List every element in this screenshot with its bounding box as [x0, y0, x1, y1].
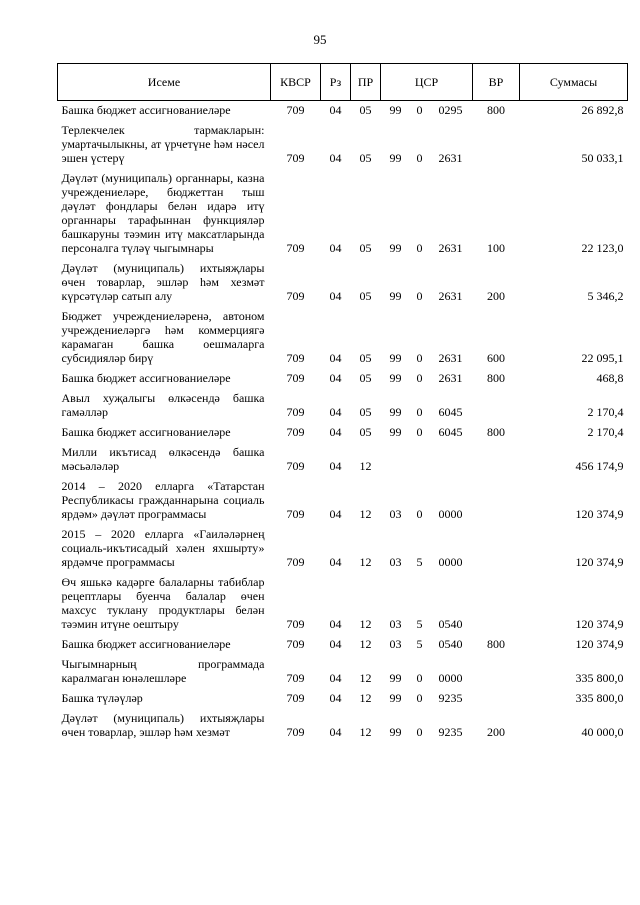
row-csr-subprogram: 0 — [416, 103, 423, 117]
row-csr-code: 0000 — [438, 555, 463, 569]
row-csr-subprogram: 0 — [416, 371, 423, 385]
row-pr: 05 — [359, 103, 372, 117]
row-name: Башка бюджет ассигнованиеләре — [61, 371, 231, 385]
header-name: Исеме — [58, 64, 271, 101]
row-pr: 05 — [359, 289, 372, 303]
row-csr-code: 6045 — [438, 425, 463, 439]
row-rz: 04 — [329, 671, 342, 685]
row-kvsr: 709 — [286, 351, 305, 365]
row-sum: 468,8 — [596, 371, 624, 385]
row-vr: 800 — [487, 425, 506, 439]
row-name: 2015 – 2020 елларга «Гаиләләрнең социаль-икътисадый хәлен яхшырту» ярдәмче программасы — [61, 527, 265, 569]
row-csr-subprogram: 5 — [416, 555, 423, 569]
row-vr: 100 — [487, 241, 506, 255]
row-vr: 200 — [487, 725, 506, 739]
row-vr: 800 — [487, 371, 506, 385]
row-csr-subprogram: 0 — [416, 405, 423, 419]
row-csr-code: 0540 — [438, 617, 463, 631]
row-csr-code: 0000 — [438, 671, 463, 685]
row-kvsr: 709 — [286, 507, 305, 521]
row-csr-program: 99 — [389, 691, 402, 705]
row-kvsr: 709 — [286, 671, 305, 685]
row-sum: 50 033,1 — [581, 151, 624, 165]
table-row — [58, 165, 628, 255]
row-name: Дәүләт (муниципаль) органнары, казна учреждениеләре, бюджеттан тыш дәүләт фондлары белән идарә итү органнары тарафыннан функцияләр башкаруны тәэмин итү максатларында персоналга түләү чыгымнары — [61, 171, 265, 255]
row-rz: 04 — [329, 555, 342, 569]
row-kvsr: 709 — [286, 459, 305, 473]
row-rz: 04 — [329, 151, 342, 165]
table-row — [58, 705, 628, 739]
row-name: Башка бюджет ассигнованиеләре — [61, 425, 231, 439]
row-csr-program: 99 — [389, 725, 402, 739]
table-row — [58, 419, 628, 439]
row-rz: 04 — [329, 507, 342, 521]
page-number: 95 — [313, 32, 327, 47]
row-csr-code: 2631 — [438, 289, 463, 303]
row-csr-code: 0540 — [438, 637, 463, 651]
row-name: Өч яшькә кадәрге балаларны табиблар рецептлары буенча балалар өчен махсус туклану продуктлары белән тәэмин итүне оештыру — [61, 575, 265, 631]
row-rz: 04 — [329, 405, 342, 419]
row-csr-program: 99 — [389, 103, 402, 117]
row-csr-code — [429, 439, 473, 473]
row-kvsr: 709 — [286, 371, 305, 385]
row-csr-subprogram: 0 — [416, 425, 423, 439]
row-pr: 12 — [359, 637, 372, 651]
row-sum: 2 170,4 — [587, 425, 624, 439]
row-pr: 12 — [359, 459, 372, 473]
row-rz: 04 — [329, 289, 342, 303]
row-csr-program: 99 — [389, 241, 402, 255]
row-kvsr: 709 — [286, 103, 305, 117]
row-csr-program — [381, 439, 411, 473]
row-csr-subprogram: 5 — [416, 637, 423, 651]
row-sum: 2 170,4 — [587, 405, 624, 419]
row-csr-code: 2631 — [438, 241, 463, 255]
row-rz: 04 — [329, 103, 342, 117]
row-name: Милли икътисад өлкәсендә башка мәсьәләләр — [61, 445, 265, 473]
row-kvsr: 709 — [286, 241, 305, 255]
row-csr-code: 0000 — [438, 507, 463, 521]
row-kvsr: 709 — [286, 637, 305, 651]
row-sum: 335 800,0 — [575, 671, 624, 685]
row-name: Чыгымнарның программада каралмаган юнәлешләре — [61, 657, 265, 685]
row-name: Башка түләүләр — [61, 691, 143, 705]
row-pr: 05 — [359, 371, 372, 385]
row-name: Авыл хуҗалыгы өлкәсендә башка гамәлләр — [61, 391, 265, 419]
row-csr-subprogram: 0 — [416, 241, 423, 255]
table-row — [58, 255, 628, 303]
row-sum: 335 800,0 — [575, 691, 624, 705]
row-vr — [473, 651, 520, 685]
table-row — [58, 521, 628, 569]
header-vr: ВР — [473, 64, 520, 101]
row-csr-code: 2631 — [438, 351, 463, 365]
row-csr-subprogram: 0 — [416, 151, 423, 165]
row-sum: 22 095,1 — [581, 351, 624, 365]
row-csr-program: 03 — [389, 637, 402, 651]
row-csr-program: 99 — [389, 671, 402, 685]
table-row — [58, 569, 628, 631]
row-pr: 12 — [359, 671, 372, 685]
table-row — [58, 385, 628, 419]
table-row — [58, 439, 628, 473]
row-csr-subprogram — [411, 439, 429, 473]
row-csr-subprogram: 0 — [416, 691, 423, 705]
table-row — [58, 117, 628, 165]
row-name: Терлекчелек тармакларын: умартачылыкны, ат үрчетүне һәм нәсел эшен үстерү — [61, 123, 265, 165]
row-pr: 05 — [359, 151, 372, 165]
row-csr-subprogram: 5 — [416, 617, 423, 631]
row-vr — [473, 439, 520, 473]
row-pr: 12 — [359, 691, 372, 705]
row-csr-program: 99 — [389, 425, 402, 439]
row-csr-subprogram: 0 — [416, 507, 423, 521]
row-vr: 800 — [487, 637, 506, 651]
table-header-row — [58, 64, 628, 101]
row-name: Дәүләт (муниципаль) ихтыяҗлары өчен товарлар, эшләр һәм хезмәт — [61, 711, 265, 739]
row-vr — [473, 521, 520, 569]
row-kvsr: 709 — [286, 289, 305, 303]
row-sum: 5 346,2 — [587, 289, 624, 303]
row-kvsr: 709 — [286, 405, 305, 419]
header-pr: ПР — [351, 64, 381, 101]
row-vr: 800 — [487, 103, 506, 117]
header-csr: ЦСР — [381, 64, 473, 101]
row-rz: 04 — [329, 425, 342, 439]
row-csr-code: 2631 — [438, 371, 463, 385]
row-vr — [473, 569, 520, 631]
row-rz: 04 — [329, 637, 342, 651]
row-vr — [473, 117, 520, 165]
row-kvsr: 709 — [286, 151, 305, 165]
row-sum: 40 000,0 — [581, 725, 624, 739]
row-csr-code: 6045 — [438, 405, 463, 419]
row-sum: 120 374,9 — [575, 637, 624, 651]
row-pr: 12 — [359, 555, 372, 569]
row-csr-subprogram: 0 — [416, 725, 423, 739]
row-csr-code: 9235 — [438, 725, 463, 739]
header-kvsr: КВСР — [271, 64, 321, 101]
row-csr-program: 03 — [389, 617, 402, 631]
row-kvsr: 709 — [286, 555, 305, 569]
row-csr-code: 2631 — [438, 151, 463, 165]
row-csr-program: 03 — [389, 555, 402, 569]
header-sum: Суммасы — [520, 64, 628, 101]
row-sum: 120 374,9 — [575, 617, 624, 631]
row-vr: 200 — [487, 289, 506, 303]
row-sum: 26 892,8 — [581, 103, 624, 117]
row-rz: 04 — [329, 617, 342, 631]
row-vr — [473, 385, 520, 419]
row-kvsr: 709 — [286, 725, 305, 739]
row-csr-code: 9235 — [438, 691, 463, 705]
row-name: Дәүләт (муниципаль) ихтыяҗлары өчен товарлар, эшләр һәм хезмәт күрсәтүләр сатып алу — [61, 261, 265, 303]
row-rz: 04 — [329, 241, 342, 255]
budget-table — [57, 63, 628, 739]
table-row — [58, 473, 628, 521]
row-pr: 12 — [359, 507, 372, 521]
table-row — [58, 685, 628, 705]
row-rz: 04 — [329, 725, 342, 739]
row-csr-program: 99 — [389, 371, 402, 385]
row-pr: 12 — [359, 725, 372, 739]
row-csr-subprogram: 0 — [416, 351, 423, 365]
row-rz: 04 — [329, 691, 342, 705]
row-csr-subprogram: 0 — [416, 671, 423, 685]
row-kvsr: 709 — [286, 691, 305, 705]
row-sum: 120 374,9 — [575, 507, 624, 521]
row-sum: 22 123,0 — [581, 241, 624, 255]
row-vr: 600 — [487, 351, 506, 365]
table-row — [58, 365, 628, 385]
row-kvsr: 709 — [286, 425, 305, 439]
row-pr: 05 — [359, 241, 372, 255]
row-name: Башка бюджет ассигнованиеләре — [61, 637, 231, 651]
row-csr-program: 99 — [389, 289, 402, 303]
row-csr-program: 99 — [389, 351, 402, 365]
table-row — [58, 631, 628, 651]
row-kvsr: 709 — [286, 617, 305, 631]
row-pr: 05 — [359, 351, 372, 365]
row-name: 2014 – 2020 елларга «Татарстан Республикасы гражданнарына социаль ярдәм» дәүләт программасы — [61, 479, 265, 521]
row-pr: 12 — [359, 617, 372, 631]
row-vr — [473, 685, 520, 705]
row-name: Башка бюджет ассигнованиеләре — [61, 103, 231, 117]
table-row — [58, 651, 628, 685]
row-pr: 05 — [359, 425, 372, 439]
row-name: Бюджет учреждениеләренә, автоном учреждениеләргә һәм коммерциягә карамаган башка оешмаларга субсидияләр бирү — [61, 309, 265, 365]
table-row — [58, 303, 628, 365]
table-row — [58, 101, 628, 118]
row-rz: 04 — [329, 371, 342, 385]
row-csr-program: 03 — [389, 507, 402, 521]
row-csr-code: 0295 — [438, 103, 463, 117]
row-vr — [473, 473, 520, 521]
row-csr-program: 99 — [389, 405, 402, 419]
header-rz: Рз — [321, 64, 351, 101]
row-rz: 04 — [329, 459, 342, 473]
row-csr-subprogram: 0 — [416, 289, 423, 303]
row-pr: 05 — [359, 405, 372, 419]
row-sum: 456 174,9 — [575, 459, 624, 473]
row-rz: 04 — [329, 351, 342, 365]
row-sum: 120 374,9 — [575, 555, 624, 569]
row-csr-program: 99 — [389, 151, 402, 165]
